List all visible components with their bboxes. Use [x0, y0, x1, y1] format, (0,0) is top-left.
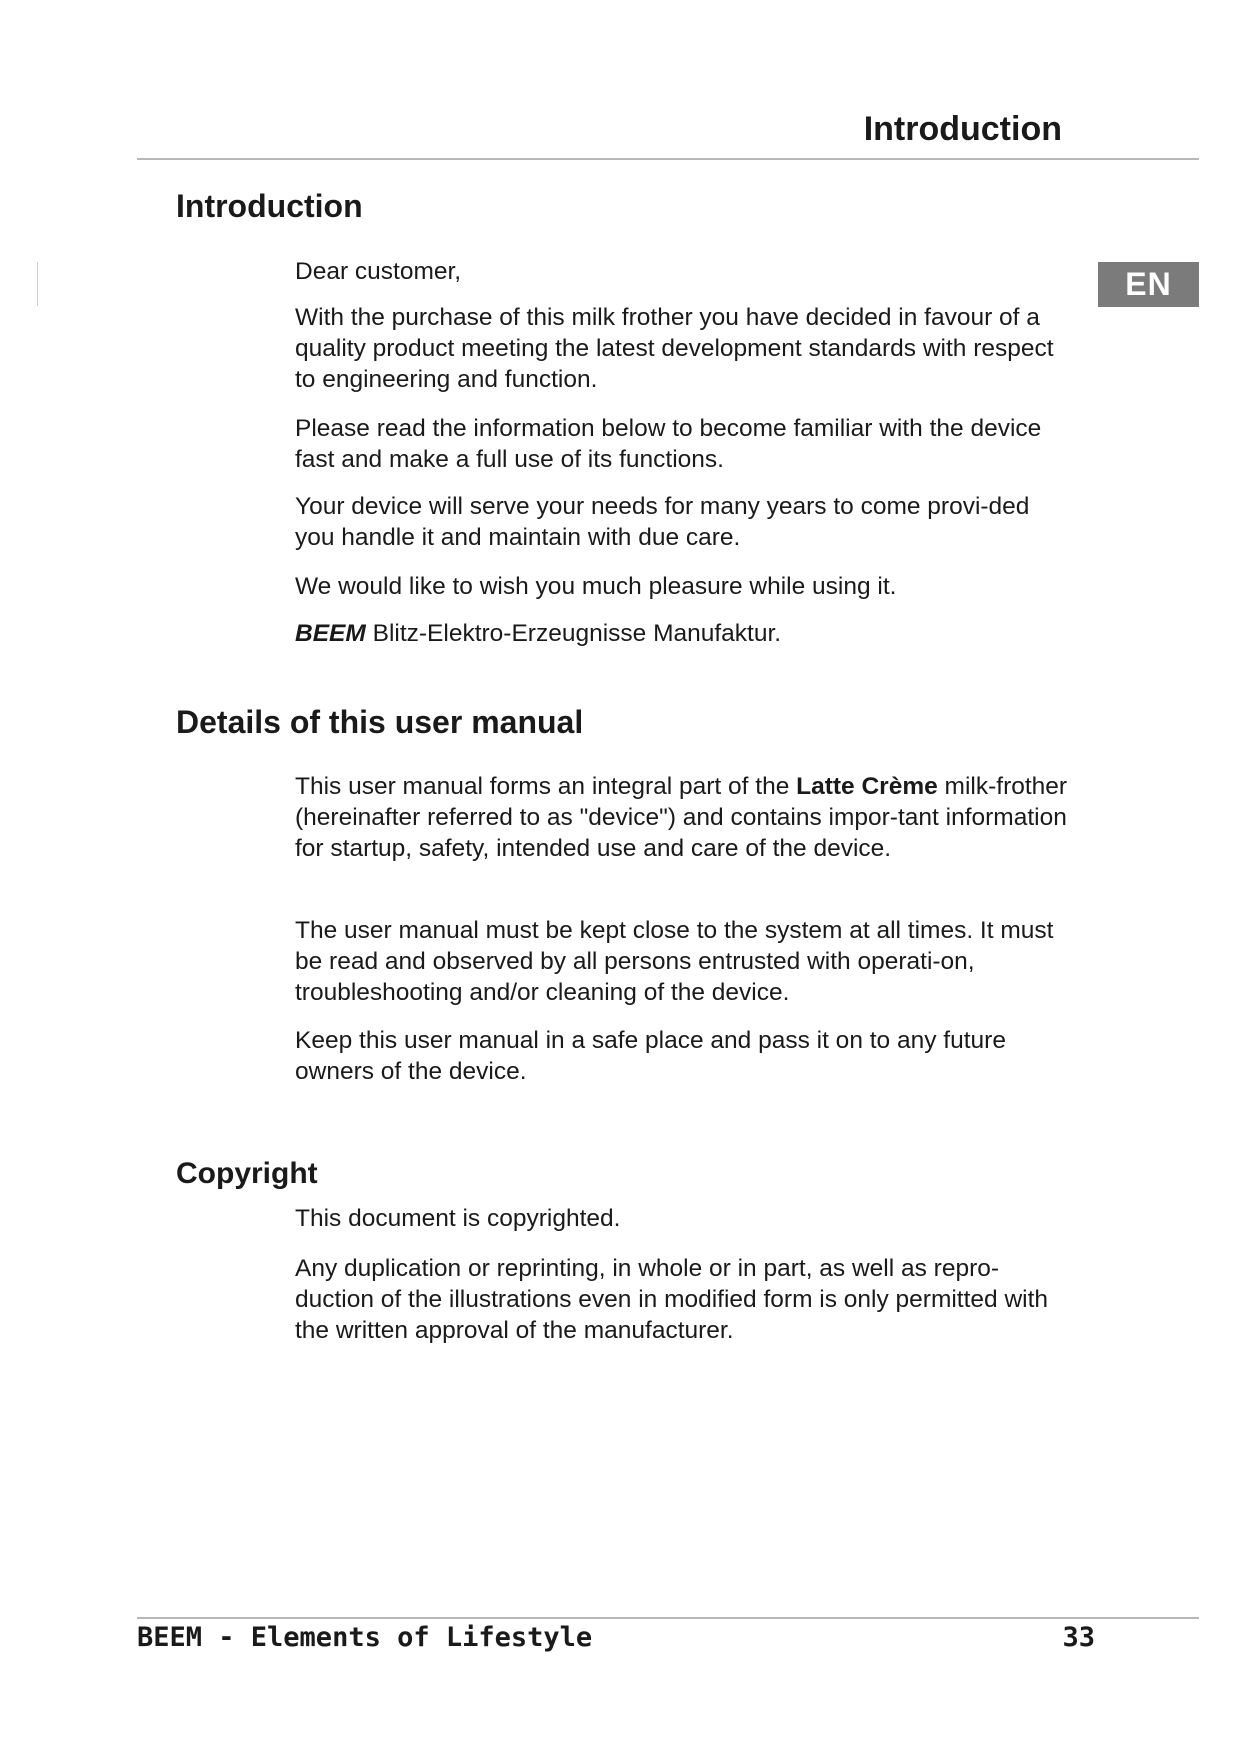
paragraph-safe-place: Keep this user manual in a safe place and pass it on to any future owners of the device. — [295, 1027, 1006, 1085]
product-name: Latte Crème — [796, 773, 938, 800]
footer-brand: BEEM - Elements of Lifestyle — [137, 1622, 593, 1653]
paragraph-purchase: With the purchase of this milk frother you have decided in favour of a quality product meeting the latest development standards with respect to engineering and function. — [295, 304, 1054, 393]
footer-divider — [137, 1617, 1199, 1619]
running-header-title: Introduction — [863, 110, 1062, 148]
signature-brand: BEEM — [295, 620, 366, 647]
section-heading-introduction: Introduction — [176, 188, 363, 224]
signature-line — [295, 618, 1071, 649]
text-run: This user manual forms an integral part of the — [295, 773, 797, 800]
header-divider — [137, 158, 1199, 160]
page-number: 33 — [1062, 1622, 1095, 1653]
margin-mark — [37, 262, 38, 306]
paragraph-wish: We would like to wish you much pleasure while using it. — [295, 573, 897, 600]
paragraph-serve: Your device will serve your needs for many years to come provi-ded you handle it and maintain with due care. — [295, 493, 1030, 551]
salutation: Dear customer, — [295, 258, 462, 285]
language-tab: EN — [1098, 262, 1199, 307]
paragraph-read-info: Please read the information below to become familiar with the device fast and make a full use of its functions. — [295, 415, 1042, 473]
paragraph-duplication: Any duplication or reprinting, in whole or in part, as well as repro-duction of the illustrations even in modified form is only permitted with the written approval of the manufacturer. — [295, 1255, 1049, 1344]
paragraph-keep-close: The user manual must be kept close to the system at all times. It must be read and observed by all persons entrusted with operati-on, troubleshooting and/or cleaning of the device. — [295, 917, 1054, 1006]
signature-company: Blitz-Elektro-Erzeugnisse Manufaktur. — [365, 620, 782, 647]
paragraph-copyrighted: This document is copyrighted. — [295, 1205, 621, 1232]
section-heading-copyright: Copyright — [176, 1157, 318, 1190]
paragraph-integral-part — [295, 771, 1071, 864]
text-run: milk-frother (hereinafter referred to as "device") and contains impor-tant information for startup, safety, intended use and care of the device. — [295, 773, 1068, 862]
section-heading-details: Details of this user manual — [176, 704, 584, 740]
